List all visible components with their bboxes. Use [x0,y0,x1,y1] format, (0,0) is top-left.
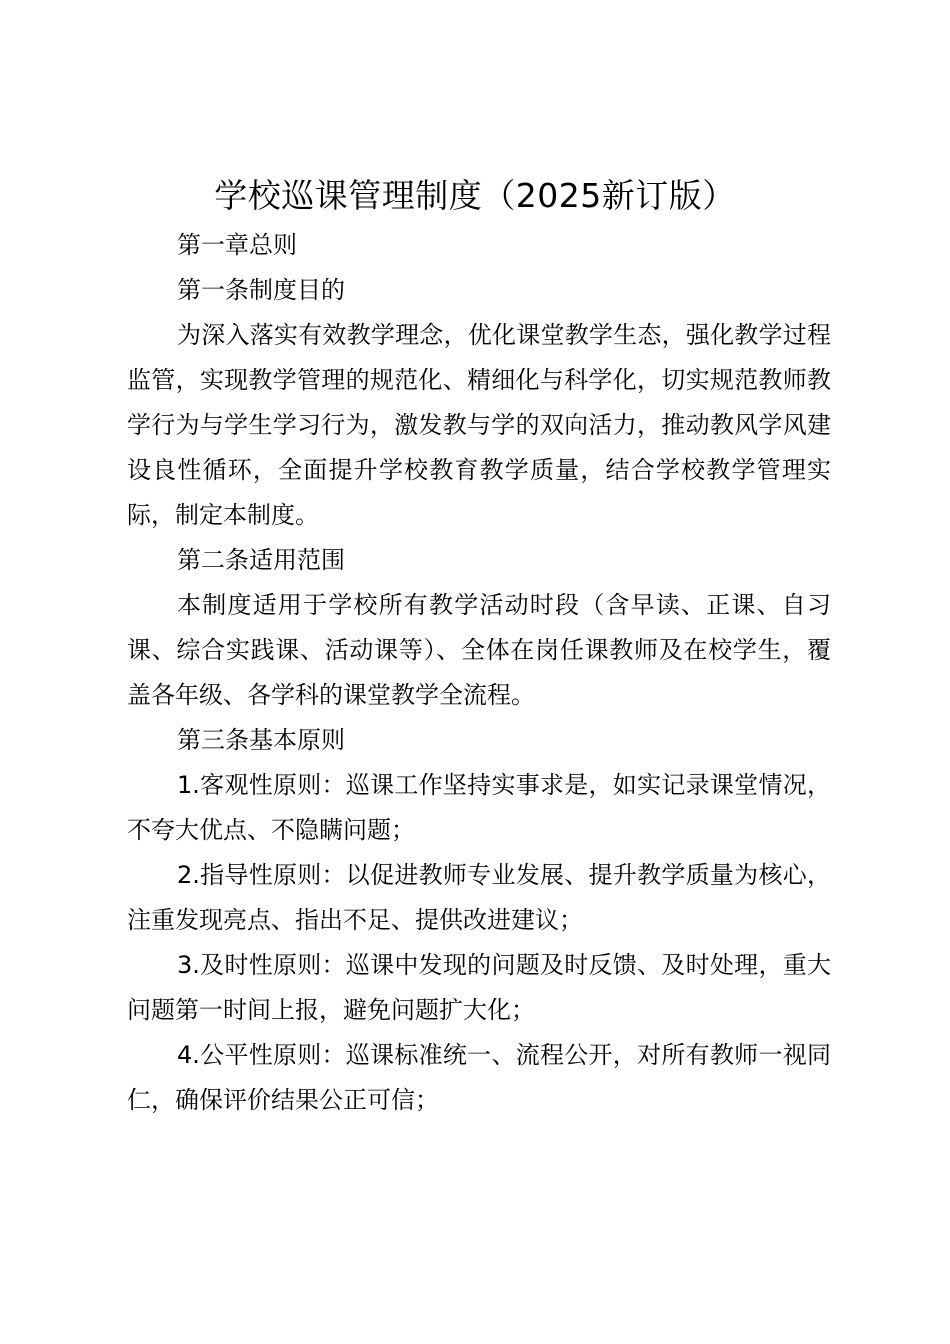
article-heading: 第三条基本原则 [177,726,345,754]
paragraph: 本制度适用于学校所有教学活动时段（含早读、正课、自习课、综合实践课、活动课等）、全体在岗任课教师及在校学生，覆盖各年级、各学科的课堂教学全流程。 [127,591,831,709]
article-heading: 第二条适用范围 [177,546,345,574]
principle-item: 3.及时性原则：巡课中发现的问题及时反馈、及时处理，重大问题第一时间上报，避免问题扩大化； [127,951,831,1024]
chapter-heading: 第一章总则 [177,231,297,259]
principle-item: 4.公平性原则：巡课标准统一、流程公开，对所有教师一视同仁，确保评价结果公正可信； [127,1041,831,1114]
document-title: 学校巡课管理制度（2025新订版） [214,176,736,215]
article-heading: 第一条制度目的 [177,276,345,304]
principle-item: 2.指导性原则：以促进教师专业发展、提升教学质量为核心，注重发现亮点、指出不足、提供改进建议； [127,861,831,934]
document-body [127,223,831,1123]
principle-item: 1.客观性原则：巡课工作坚持实事求是，如实记录课堂情况，不夸大优点、不隐瞒问题； [127,771,831,844]
paragraph: 为深入落实有效教学理念，优化课堂教学生态，强化教学过程监管，实现教学管理的规范化、精细化与科学化，切实规范教师教学行为与学生学习行为，激发教与学的双向活力，推动教风学风建设良性循环，全面提升学校教育教学质量，结合学校教学管理实际，制定本制度。 [127,321,831,529]
